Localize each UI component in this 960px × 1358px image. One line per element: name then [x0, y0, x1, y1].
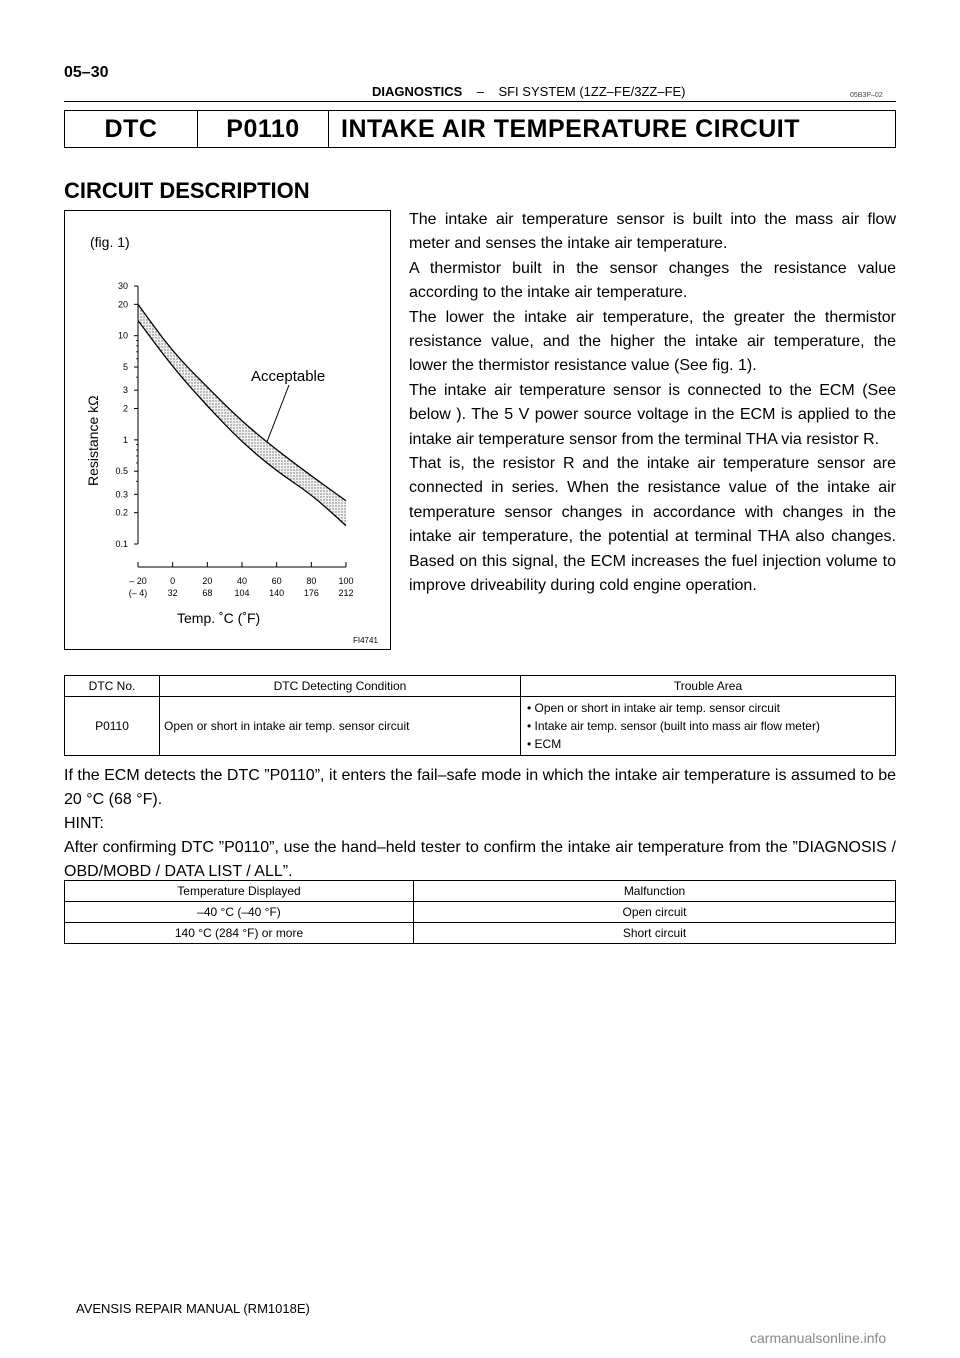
col-trouble-area: Trouble Area	[521, 676, 896, 697]
figure-id: FI4741	[353, 636, 378, 645]
header-rule	[64, 101, 896, 102]
annotation-leader	[265, 385, 289, 447]
doc-code: 05B3P–02	[850, 92, 883, 99]
col-temperature: Temperature Displayed	[65, 881, 414, 902]
cell-temperature: –40 °C (–40 °F)	[65, 902, 414, 923]
dtc-table	[64, 675, 896, 756]
trouble-area-item: • Intake air temp. sensor (built into mass air flow meter)	[527, 719, 820, 733]
cell-temperature: 140 °C (284 °F) or more	[65, 923, 414, 944]
x-tick-label-celsius: – 20	[129, 576, 147, 586]
dtc-title: INTAKE AIR TEMPERATURE CIRCUIT	[341, 114, 800, 143]
cell-trouble-areas	[521, 697, 896, 756]
cell-malfunction: Short circuit	[414, 923, 896, 944]
dtc-label: DTC	[65, 111, 198, 147]
running-header	[372, 84, 686, 99]
x-tick-label-fahrenheit: 32	[167, 588, 178, 598]
x-axis-title: Temp. ˚C (˚F)	[177, 610, 261, 626]
table-row	[65, 923, 896, 944]
description-paragraph: The intake air temperature sensor is built into the mass air flow meter and senses the intake air temperature.	[409, 211, 896, 253]
figure-caption: (fig. 1)	[90, 234, 130, 250]
description-paragraph: A thermistor built in the sensor changes the resistance value according to the intake air temperature.	[409, 259, 896, 302]
x-tick-label-celsius: 40	[236, 576, 248, 586]
table-header-row	[65, 881, 896, 902]
cell-dtc-code: P0110	[65, 697, 160, 756]
description-paragraph: The lower the intake air temperature, the greater the thermistor resistance value, and the higher the intake air temperature, the lower the thermistor resistance value (See fig. 1).	[409, 308, 896, 375]
x-tick-label-celsius: 80	[306, 576, 317, 586]
dtc-code: P0110	[198, 111, 329, 147]
watermark: carmanualsonline.info	[750, 1330, 887, 1346]
header-separator: –	[476, 84, 484, 99]
acceptable-annotation: Acceptable	[251, 368, 326, 385]
page-number: 05–30	[64, 64, 109, 81]
upper-limit-curve	[138, 304, 346, 500]
table-row	[65, 697, 896, 756]
x-tick-label-fahrenheit: 140	[269, 588, 285, 598]
y-tick-label: 30	[117, 281, 128, 291]
header-system: SFI SYSTEM (1ZZ–FE/3ZZ–FE)	[498, 84, 686, 99]
footer: AVENSIS REPAIR MANUAL (RM1018E)	[76, 1301, 310, 1316]
resistance-chart	[65, 211, 390, 649]
table-header-row	[65, 676, 896, 697]
band-fill	[138, 304, 346, 525]
y-tick-label: 0.3	[115, 489, 128, 500]
x-tick-label-celsius: 20	[202, 576, 213, 586]
col-malfunction: Malfunction	[414, 881, 896, 902]
x-tick-label-fahrenheit: 104	[234, 588, 250, 598]
x-tick-label-fahrenheit: (– 4)	[128, 588, 148, 598]
x-tick-label-celsius: 60	[271, 576, 282, 586]
failsafe-paragraph: If the ECM detects the DTC ”P0110”, it enters the fail–safe mode in which the intake air temperature is assumed to be 20 °C (68 °F).	[64, 767, 896, 808]
x-tick-label-celsius: 0	[170, 576, 176, 586]
col-dtc-no: DTC No.	[65, 676, 160, 697]
circuit-description	[409, 208, 896, 599]
description-paragraph: That is, the resistor R and the intake air temperature sensor are connected in series. When the resistance value of the intake air temperature sensor changes in accordance with changes in the intake air temperature, the potential at terminal THA also changes. Based on this signal, the ECM increases the fuel injection volume to improve driveability during cold engine operation.	[409, 455, 896, 595]
y-tick-label: 2	[122, 403, 128, 414]
description-paragraph: The intake air temperature sensor is connected to the ECM (See below ). The 5 V power source voltage in the ECM is applied to the intake air temperature sensor from the terminal THA via resistor R.	[409, 381, 896, 448]
col-condition: DTC Detecting Condition	[160, 676, 521, 697]
cell-malfunction: Open circuit	[414, 902, 896, 923]
acceptable-band	[138, 304, 346, 525]
x-tick-label-celsius: 100	[338, 576, 354, 586]
x-tick-label-fahrenheit: 212	[338, 588, 354, 598]
y-tick-label: 20	[117, 299, 128, 310]
failsafe-text	[64, 764, 896, 884]
y-tick-label: 0.2	[115, 507, 128, 518]
x-tick-label-fahrenheit: 176	[303, 588, 319, 598]
y-tick-label: 0.5	[115, 466, 128, 477]
figure-box	[64, 210, 391, 650]
y-tick-label: 5	[122, 362, 128, 373]
hint-paragraph: After confirming DTC ”P0110”, use the hand–held tester to confirm the intake air temperature from the ”DIAGNOSIS / OBD/MOBD / DATA LIST / ALL”.	[64, 839, 896, 880]
x-tick-label-fahrenheit: 68	[202, 588, 213, 598]
trouble-area-item: • Open or short in intake air temp. sensor circuit	[527, 701, 780, 715]
dtc-title-bar	[64, 110, 896, 148]
section-title: CIRCUIT DESCRIPTION	[64, 178, 310, 203]
header-section: DIAGNOSTICS	[372, 84, 463, 99]
y-axis-title: Resistance kΩ	[85, 395, 101, 486]
hint-label: HINT:	[64, 815, 104, 832]
y-tick-label: 3	[122, 385, 128, 396]
table-row	[65, 902, 896, 923]
temperature-table	[64, 880, 896, 944]
trouble-area-item: • ECM	[527, 737, 562, 751]
y-tick-label: 0.1	[115, 539, 128, 549]
y-tick-label: 10	[117, 330, 128, 341]
cell-condition: Open or short in intake air temp. sensor circuit	[160, 697, 521, 756]
y-tick-label: 1	[122, 434, 128, 445]
